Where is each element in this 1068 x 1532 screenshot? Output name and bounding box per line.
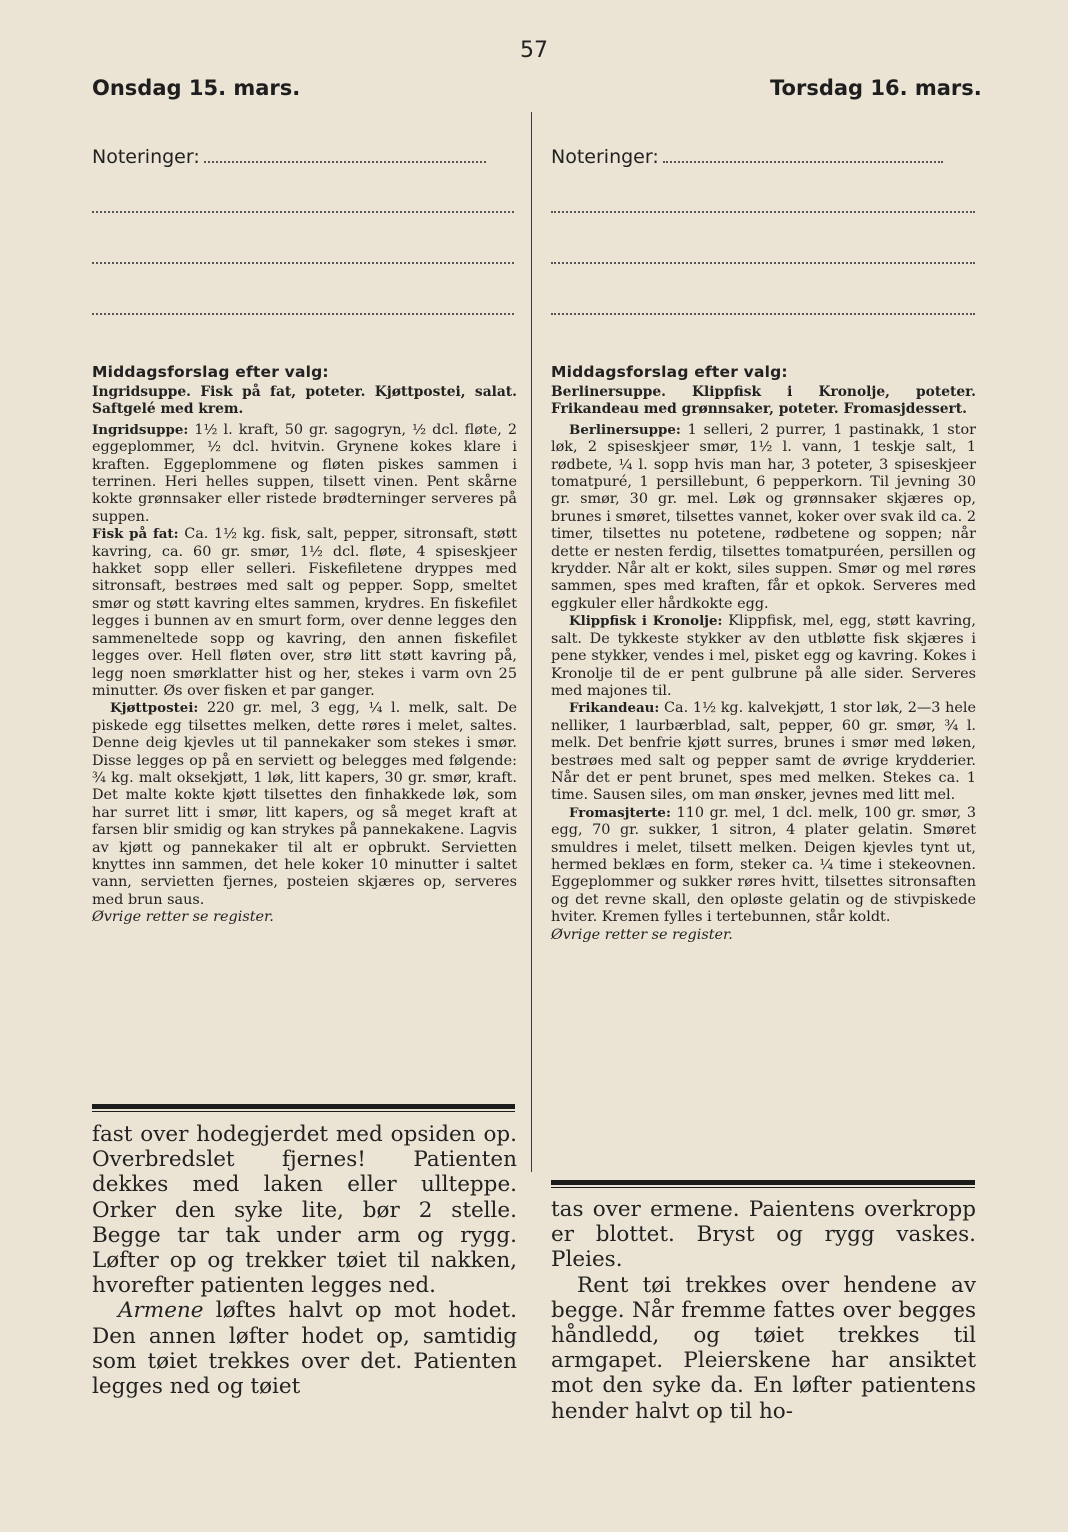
recipe-item [551,422,976,613]
recipe-text: Klippfisk, mel, egg, støtt kavring, salt. De tykkeste stykker av den utbløtte fisk skjæres i pene stykker, vendes i mel, pisket egg og kavring. Kokes i Kronolje til de er pent gulbrune på alle sider. Serveres med majones til. [551,613,977,699]
bottom-text-left [92,1122,517,1399]
dinner-heading-right: Middagsforslag efter valg: [551,363,788,381]
notes-line-1 [551,211,975,213]
bottom-paragraph: Rent tøi trekkes over hendene av begge. Når fremme fattes over begges håndledd, og tøiet trekkes til armgapet. Pleierskene har ansiktet mot den syke da. En løfter patientens hender halvt op til ho- [551,1272,976,1424]
ovrige-note-left: Øvrige retter se register. [92,909,274,926]
bottom-text-right [551,1197,976,1424]
recipe-text: Ca. 1½ kg. kalvekjøtt, 1 stor løk, 2—3 hele nelliker, 1 laurbærblad, salt, pepper, 60 gr. smør, ¾ l. melk. Det benfrie kjøtt surres, brunes i smør med løken, bestrøes med salt og pepper samt de øvrige krydderier. Når det er pent brunet, spes med melken. Stekes ca. 1 time. Sausen siles, om man ønsker, jevnes med litt mel. [551,700,976,804]
recipe-text: 1 selleri, 2 purrer, 1 pastinakk, 1 stor løk, 2 spiseskjeer smør, 1½ l. vann, 1 teskje salt, 1 rødbete, ¼ l. sopp hvis man har, 3 poteter, 3 spiseskjeer tomatpuré, 1 persillebunt, 6 pepperkorn. Til jevning 30 gr. smør, 30 gr. mel. Løk og grønnsaker skjæres op, brunes i smøret, tilsettes vannet, koker over svak ild ca. 2 timer, tilsettes nu potetene, rødbetene og soppen; når dette er nesten ferdig, tilsettes tomatpuréen, persillen og krydder. Når alt er kokt, siles suppen. Smør og mel røres sammen, spes med kraften, får et opkok. Serveres med eggkuler eller hårdkokte egg. [551,421,976,612]
recipe-item [92,700,517,909]
ovrige-note-right: Øvrige retter se register. [551,926,733,943]
recipe-name: Frikandeau: [569,700,660,717]
recipe-name: Fromasjterte: [569,804,671,821]
bottom-paragraph: fast over hodegjerdet med opsiden op. Overbredslet fjernes! Patienten dekkes med laken eller ullteppe. Orker den syke lite, bør 2 stelle. Begge tar tak under arm og rygg. Løfter op og trekker tøiet til nakken, hvorefter patienten legges ned. [92,1122,517,1299]
recipe-item [551,613,976,700]
recipe-item [92,526,517,700]
page-number: 57 [520,38,548,63]
menu-right: Berlinersuppe. Klippfisk i Kronolje, poteter. Frikandeau med grønnsaker, poteter. Fromasjdessert. [551,384,976,418]
recipes-left [92,384,517,927]
section-rule-right [551,1180,975,1185]
notes-line-2 [92,262,514,264]
italic-word: Armene [118,1298,204,1324]
notes-label-left [92,146,486,168]
day-title-left: Onsdag 15. mars. [92,76,301,100]
recipe-name: Kjøttpostei: [110,700,199,717]
recipe-name: Berlinersuppe: [569,421,681,438]
recipe-text: 1½ l. kraft, 50 gr. sagogryn, ½ dcl. fløte, 2 eggeplommer, ½ dcl. hvitvin. Grynene kokes klare i kraften. Eggeplommene og fløten piskes sammen i terrinen. Heri helles suppen, tilsett vinen. Pent skårne kokte grønnsaker eller ristede brødterninger serveres på suppen. [92,421,517,525]
bottom-paragraph-text: løftes halvt op mot hodet. Den annen løfter hodet op, samtidig som tøiet trekkes over det. Patienten legges ned og tøiet [92,1298,517,1400]
notes-label-right [551,146,943,168]
recipe-name: Fisk på fat: [92,526,179,543]
recipe-item [551,805,976,927]
notes-line-1 [92,211,514,213]
section-rule-thin-right [551,1187,975,1188]
recipe-text: Ca. 1½ kg. fisk, salt, pepper, sitronsaft, støtt kavring, ca. 60 gr. smør, 1½ dcl. fløte, 4 spiseskjeer hakket sopp eller selleri. Fiskefiletene dryppes med sitronsaft, bestrøes med salt og pepper. Sopp, smeltet smør og støtt kavring eltes sammen, krydres. En fiskefilet legges i bunnen av en smurt form, over denne legges den sammeneltede sopp og kavring, den annen fiskefilet legges over. Hell fløten over, strø litt støtt kavring på, legg noen smørklatter hist og her, stekes i varm ovn 25 minutter. Øs over fisken et par ganger. [92,526,517,699]
bottom-paragraph: tas over ermene. Paientens overkropp er blottet. Bryst og rygg vaskes. Pleies. [551,1197,976,1273]
recipes-right [551,384,976,944]
day-title-right: Torsdag 16. mars. [770,76,982,100]
recipe-item [92,422,517,526]
column-divider [531,112,532,1172]
section-rule-left [92,1104,515,1109]
menu-left: Ingridsuppe. Fisk på fat, poteter. Kjøttpostei, salat. Saftgelé med krem. [92,384,517,418]
notes-label-text: Noteringer: [92,146,200,168]
section-rule-thin-left [92,1111,515,1112]
recipe-name: Ingridsuppe: [92,421,189,438]
notes-line-2 [551,262,975,264]
notes-dots [663,161,943,163]
notes-line-3 [92,313,514,315]
recipe-text: 220 gr. mel, 3 egg, ¼ l. melk, salt. De piskede egg tilsettes melken, dette røres i melet, saltes. Denne deig kjevles ut til pannekaker som stekes i smør. Disse legges op på en serviett og belegges med følgende: ¾ kg. malt oksekjøtt, 1 løk, litt kapers, 30 gr. smør, kraft. Det malte kokte kjøtt tilsettes den finhakkede løk, som har surret litt i smør, litt kapers, og så meget kraft at farsen blir smidig og kan strykes på pannekakene. Lagvis av kjøtt og pannekaker til alt er opbrukt. Servietten knyttes inn sammen, det hele koker 10 minutter i saltet vann, servietten fjernes, posteien skjæres op, serveres med brun saus. [92,700,517,908]
notes-label-text: Noteringer: [551,146,659,168]
bottom-paragraph [92,1298,517,1399]
dinner-heading-left: Middagsforslag efter valg: [92,363,329,381]
recipe-text: 110 gr. mel, 1 dcl. melk, 100 gr. smør, 3 egg, 70 gr. sukker, 1 sitron, 4 plater gelatin. Smøret smuldres i melet, tilsett melken. Deigen kjevles tynt ut, hermed beklæs en form, steker ca. ¼ time i stekeovnen. Eggeplommer og sukker røres hvitt, tilsettes sitronsaften og det revne skall, den opløste gelatin og de stivpiskede hviter. Kremen fylles i tertebunnen, står koldt. [551,804,976,926]
notes-line-3 [551,313,975,315]
notes-dots [204,161,486,163]
recipe-item [551,700,976,804]
recipe-name: Klippfisk i Kronolje: [569,613,723,630]
